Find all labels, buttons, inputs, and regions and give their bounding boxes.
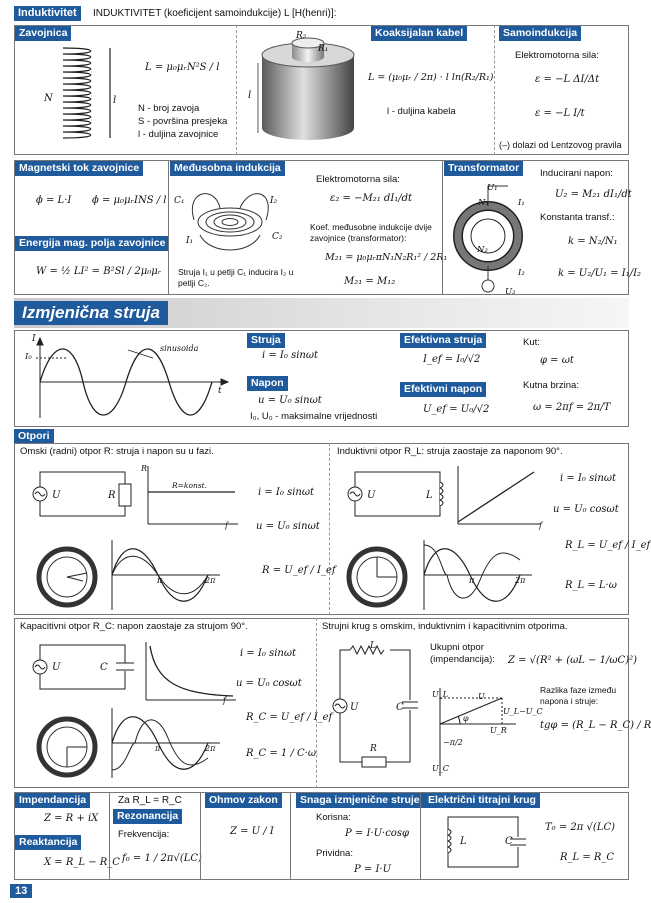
sinus-label: sinusoida [160, 344, 199, 353]
graph-r-axis: R [141, 464, 148, 473]
lc-period-formula: T₀ = 2π √(LC) [545, 822, 615, 833]
inductor-formula-3: R_L = U_ef / I_ef [565, 540, 651, 551]
sinus-i0: I₀ [25, 352, 32, 362]
tag-magnetski-tok: Magnetski tok zavojnice [15, 161, 143, 176]
coax-cable-illustration [258, 33, 358, 143]
lc-c-label: C [505, 836, 513, 847]
phase-diff-formula: tgφ = (R_L − R_C) / R [540, 720, 651, 731]
voltage-formula: u = U₀ sinωt [258, 395, 322, 406]
resistor-u-label: U [52, 490, 61, 501]
resistor-pi: π [157, 576, 163, 585]
ac-banner-title: Izmjenična struja [14, 301, 168, 325]
tag-snaga: Snaga izmjenične struje [296, 793, 424, 808]
resistor-title: Omski (radni) otpor R: struja i napon su u fazi. [20, 446, 214, 457]
section-tag-induktivitet: Induktivitet [14, 6, 81, 21]
divider [236, 25, 237, 155]
transf-const-formula-1: k = N₂/N₁ [568, 236, 618, 247]
tag-transformator: Transformator [444, 161, 523, 176]
inductor-graph-f: f [539, 521, 542, 530]
resistor-r-label: R [108, 490, 116, 501]
phase-diff-label: Razlika faze između napona i struje: [540, 685, 617, 706]
flux-formula-2: ϕ = μ₀μᵣINS / l [92, 195, 167, 206]
mutual-induction-loops [180, 180, 280, 260]
tag-efektivna-struja: Efektivna struja [400, 333, 486, 348]
mutual-emf-label: Elektromotorna sila: [316, 174, 400, 185]
mutual-caption: Struja I₁ u petlji C₁ inducira I₂ u petlji C₂. [178, 267, 294, 288]
capacitor-formula-2: u = U₀ cosωt [236, 678, 302, 689]
tag-struja: Struja [247, 333, 285, 348]
angular-velocity-formula: ω = 2πf = 2π/T [533, 402, 611, 413]
energy-formula: W = ½ LI² = B²Sl / 2μ₀μᵣ [36, 266, 162, 277]
frequency-label: Frekvencija: [118, 829, 170, 840]
tag-zavojnica: Zavojnica [15, 26, 71, 41]
resistor-formula-2: u = U₀ sinωt [256, 521, 320, 532]
angular-velocity-label: Kutna brzina: [523, 380, 579, 391]
loop-c1-label: C₁ [174, 196, 185, 206]
divider [109, 792, 110, 880]
mutual-coef-text: Koef. međusobne indukcije dvije zavojnice (transformator): [310, 222, 432, 243]
ohm-law-formula: Z = U / I [230, 826, 274, 837]
phasor-ulc: U_L−U_C [503, 707, 543, 716]
tag-napon: Napon [247, 376, 288, 391]
coax-r1-label: R₁ [318, 44, 329, 54]
self-induction-emf-label: Elektromotorna sila: [515, 50, 599, 61]
capacitor-u-label: U [52, 662, 61, 673]
divider [200, 792, 201, 880]
coil-illustration [55, 45, 115, 145]
resistor-r-vs-f-graph [140, 466, 240, 526]
phasor-ur: U_R [490, 726, 507, 735]
effective-current-formula: I_ef = I₀/√2 [423, 354, 481, 365]
lentz-note: (–) dolazi od Lentzovog pravila [499, 140, 622, 150]
coil-desc-l: l - duljina zavojnice [138, 129, 219, 140]
apparent-power-label: Prividna: [316, 848, 353, 859]
apparent-power-formula: P = I·U [354, 864, 392, 875]
rlc-l-label: L [370, 641, 376, 651]
angle-formula: φ = ωt [540, 355, 574, 366]
resistor-phasor-ring [35, 545, 105, 610]
tag-medusobna-indukcija: Međusobna indukcija [170, 161, 285, 176]
resonance-condition: Za R_L = R_C [118, 795, 182, 806]
lc-l-label: L [460, 836, 467, 847]
divider [290, 792, 291, 880]
resistor-formula-1: i = I₀ sinωt [258, 487, 315, 498]
inductor-phasor-ring [345, 545, 415, 610]
capacitor-formula-1: i = I₀ sinωt [240, 648, 297, 659]
tag-rezonancija: Rezonancija [113, 809, 182, 824]
impedance-formula: Z = √(R² + (ωL − 1/ωC)²) [508, 655, 638, 666]
mutual-emf-formula: ε₂ = −M₂₁ dI₁/dt [330, 193, 413, 204]
coil-desc-n: N - broj zavoja [138, 103, 200, 114]
impedance-label: Ukupni otpor (impendancija): [430, 642, 495, 665]
lc-resonance-formula: R_L = R_C [560, 852, 615, 863]
phasor-ul: U_L [432, 690, 449, 699]
resonance-frequency-formula: f₀ = 1 / 2π√(LC) [122, 853, 202, 864]
capacitor-2pi: 2π [205, 744, 216, 753]
max-values-note: I₀, U₀ - maksimalne vrijednosti [250, 411, 378, 422]
tag-otpori: Otpori [14, 429, 54, 444]
transf-n2: N₂ [477, 245, 488, 255]
capacitor-title: Kapacitivni otpor R_C: napon zaostaje za strujom 90°. [20, 621, 248, 632]
loop-c2-label: C₂ [272, 232, 283, 242]
tag-koaksijalan-kabel: Koaksijalan kabel [371, 26, 467, 41]
page-heading: INDUKTIVITET (koeficijent samoindukcije) L [H(henri)]: [93, 8, 337, 19]
rlc-r-label: R [370, 744, 377, 754]
tag-reaktancija: Reaktancija [15, 835, 81, 850]
divider [168, 160, 169, 295]
rlc-u-label: U [350, 702, 359, 713]
capacitor-formula-4: R_C = 1 / C·ω [246, 748, 316, 759]
active-power-label: Korisna: [316, 812, 351, 823]
graph-f-axis: f [225, 521, 228, 530]
inductor-wave-graph [420, 540, 535, 610]
inductor-l-label: L [426, 490, 433, 501]
inductor-r-vs-f-graph [452, 466, 542, 526]
r-konst-label: R=konst. [172, 481, 208, 490]
self-induction-formula-2: ε = −L I/t [535, 108, 585, 119]
transf-i1: I₁ [518, 198, 525, 208]
mutual-symmetry: M₂₁ = M₁₂ [344, 276, 396, 287]
tag-ohmov-zakon: Ohmov zakon [205, 793, 282, 808]
flux-formula-1: ϕ = L·I [36, 195, 72, 206]
resistor-wave-graph [108, 540, 223, 610]
transformer-illustration [448, 178, 528, 293]
phasor-u: U [478, 692, 485, 701]
sinus-axis-t: t [218, 386, 222, 396]
capacitor-wave-graph [108, 708, 223, 778]
ac-banner [14, 298, 629, 328]
rlc-title: Strujni krug s omskim, induktivnim i kapacitivnim otporima. [322, 621, 568, 632]
transf-const-label: Konstanta transf.: [540, 212, 615, 223]
transf-u2: U₂ [505, 287, 516, 297]
resistor-2pi: 2π [205, 576, 216, 585]
inductor-2pi: 2π [515, 576, 526, 585]
complex-impedance-formula: Z = R + iX [44, 813, 99, 824]
mutual-coef-formula: M₂₁ = μ₀μᵣπN₁N₂R₁² / 2R₁ [325, 252, 448, 263]
divider [420, 792, 421, 880]
inductor-formula-2: u = U₀ cosωt [553, 504, 619, 515]
capacitor-formula-3: R_C = U_ef / I_ef [246, 712, 333, 723]
coil-inductance-formula: L = μ₀μᵣN²S / l [145, 62, 220, 73]
sinus-axis-i: I [32, 334, 36, 344]
lc-circuit [438, 813, 528, 873]
effective-voltage-formula: U_ef = U₀/√2 [423, 404, 490, 415]
tag-samoindukcija: Samoindukcija [499, 26, 581, 41]
inductor-pi: π [469, 576, 475, 585]
inductor-formula-4: R_L = L·ω [565, 580, 617, 591]
capacitor-phasor-ring [35, 715, 105, 780]
coax-r2-label: R₂ [296, 31, 307, 41]
transf-n1: N₁ [478, 198, 489, 208]
capacitor-graph-f: f [223, 696, 226, 705]
capacitor-pi: π [155, 744, 161, 753]
rlc-c-label: C [396, 702, 404, 713]
transf-i2: I₂ [518, 268, 525, 278]
coax-l-label: l [248, 90, 252, 101]
phasor-pi2: −π/2 [443, 738, 463, 747]
coax-inductance-formula: L = (μ₀μᵣ / 2π) · l ln(R₂/R₁) [368, 72, 494, 83]
active-power-formula: P = I·U·cosφ [345, 828, 409, 839]
tag-impendancija: Impendancija [15, 793, 90, 808]
capacitor-r-vs-f-graph [138, 642, 238, 702]
phasor-uc: U_C [432, 764, 449, 773]
self-induction-formula-1: ε = −L ΔI/Δt [535, 74, 600, 85]
divider [329, 443, 330, 615]
tag-efektivni-napon: Efektivni napon [400, 382, 486, 397]
resistor-formula-3: R = U_ef / I_ef [262, 565, 336, 576]
inductor-title: Induktivni otpor R_L: struja zaostaje za naponom 90°. [337, 446, 563, 457]
phasor-phi: φ [463, 714, 469, 723]
transf-const-formula-2: k = U₂/U₁ = I₁/I₂ [558, 268, 642, 279]
divider [494, 25, 495, 155]
inductor-u-label: U [367, 490, 376, 501]
capacitor-c-label: C [100, 662, 108, 673]
transf-u1: U₁ [487, 183, 498, 193]
reactance-formula: X = R_L − R_C [44, 857, 120, 868]
induced-voltage-label: Inducirani napon: [540, 168, 613, 179]
capacitor-circuit [30, 643, 130, 693]
current-formula: i = I₀ sinωt [262, 350, 319, 361]
inductor-formula-1: i = I₀ sinωt [560, 473, 617, 484]
coil-desc-s: S - površina presjeka [138, 116, 228, 127]
angle-label: Kut: [523, 337, 540, 348]
coil-n-label: N [44, 93, 53, 104]
page-number: 13 [10, 884, 32, 898]
divider [316, 618, 317, 788]
loop-i1-label: I₁ [186, 236, 194, 246]
coil-l-label: l [113, 95, 117, 106]
tag-titrajni-krug: Električni titrajni krug [424, 793, 540, 808]
induced-voltage-formula: U₂ = M₂₁ dI₁/dt [555, 189, 632, 200]
loop-i2-label: I₂ [270, 196, 278, 206]
divider [442, 160, 443, 295]
coax-desc: l - duljina kabela [387, 106, 456, 117]
tag-energija: Energija mag. polja zavojnice [15, 236, 169, 251]
